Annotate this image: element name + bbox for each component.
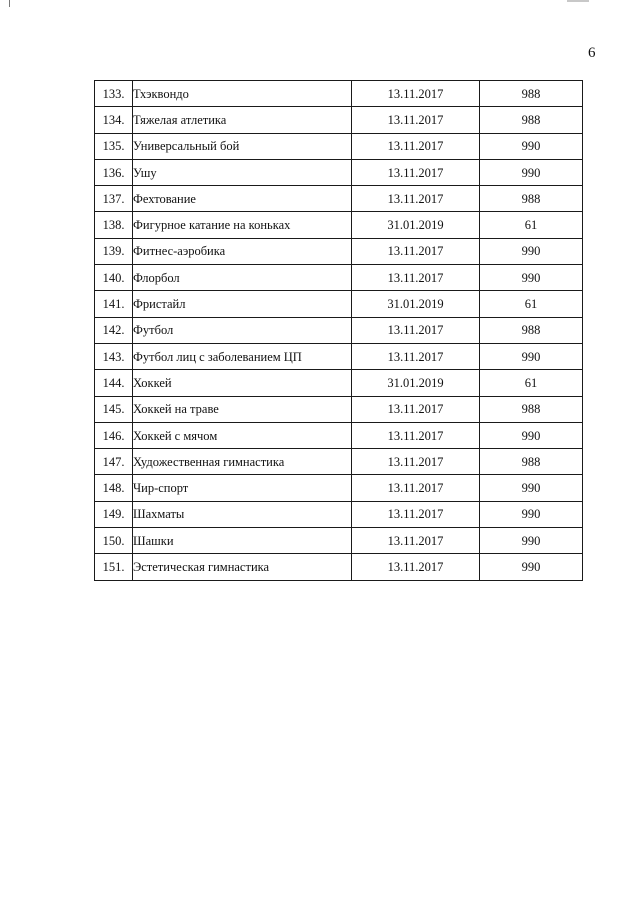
code-cell: 988 — [480, 396, 583, 422]
code-cell: 990 — [480, 528, 583, 554]
date-cell: 13.11.2017 — [352, 81, 480, 107]
sport-name-cell: Шахматы — [133, 501, 352, 527]
code-cell: 990 — [480, 343, 583, 369]
date-cell: 13.11.2017 — [352, 133, 480, 159]
row-number-cell: 147. — [95, 449, 133, 475]
date-cell: 31.01.2019 — [352, 370, 480, 396]
row-number-cell: 139. — [95, 238, 133, 264]
date-cell: 13.11.2017 — [352, 396, 480, 422]
table-row — [95, 370, 583, 396]
table-row — [95, 317, 583, 343]
row-number-cell: 141. — [95, 291, 133, 317]
table-row — [95, 107, 583, 133]
sport-name-cell: Ушу — [133, 159, 352, 185]
code-cell: 61 — [480, 291, 583, 317]
row-number-cell: 135. — [95, 133, 133, 159]
table-row — [95, 159, 583, 185]
sport-name-cell: Фристайл — [133, 291, 352, 317]
code-cell: 988 — [480, 317, 583, 343]
date-cell: 13.11.2017 — [352, 265, 480, 291]
table-row — [95, 528, 583, 554]
row-number-cell: 148. — [95, 475, 133, 501]
date-cell: 31.01.2019 — [352, 212, 480, 238]
row-number-cell: 142. — [95, 317, 133, 343]
sport-name-cell: Универсальный бой — [133, 133, 352, 159]
sport-name-cell: Художественная гимнастика — [133, 449, 352, 475]
table-row — [95, 238, 583, 264]
code-cell: 988 — [480, 81, 583, 107]
table-row — [95, 265, 583, 291]
sport-name-cell: Тхэквондо — [133, 81, 352, 107]
row-number-cell: 151. — [95, 554, 133, 580]
code-cell: 988 — [480, 186, 583, 212]
code-cell: 990 — [480, 475, 583, 501]
table-row — [95, 133, 583, 159]
code-cell: 988 — [480, 107, 583, 133]
date-cell: 13.11.2017 — [352, 554, 480, 580]
date-cell: 13.11.2017 — [352, 528, 480, 554]
date-cell: 13.11.2017 — [352, 159, 480, 185]
row-number-cell: 144. — [95, 370, 133, 396]
row-number-cell: 143. — [95, 343, 133, 369]
sports-table — [94, 80, 583, 581]
row-number-cell: 133. — [95, 81, 133, 107]
page-number: 6 — [588, 45, 596, 61]
date-cell: 13.11.2017 — [352, 449, 480, 475]
sport-name-cell: Хоккей — [133, 370, 352, 396]
table-row — [95, 81, 583, 107]
date-cell: 13.11.2017 — [352, 186, 480, 212]
code-cell: 61 — [480, 370, 583, 396]
date-cell: 31.01.2019 — [352, 291, 480, 317]
code-cell: 990 — [480, 159, 583, 185]
date-cell: 13.11.2017 — [352, 422, 480, 448]
sport-name-cell: Эстетическая гимнастика — [133, 554, 352, 580]
row-number-cell: 149. — [95, 501, 133, 527]
sport-name-cell: Хоккей с мячом — [133, 422, 352, 448]
table-row — [95, 501, 583, 527]
table-row — [95, 449, 583, 475]
row-number-cell: 140. — [95, 265, 133, 291]
scan-edge-mark-right — [567, 0, 589, 2]
sport-name-cell: Флорбол — [133, 265, 352, 291]
date-cell: 13.11.2017 — [352, 317, 480, 343]
sport-name-cell: Шашки — [133, 528, 352, 554]
sport-name-cell: Фехтование — [133, 186, 352, 212]
code-cell: 990 — [480, 265, 583, 291]
code-cell: 990 — [480, 133, 583, 159]
date-cell: 13.11.2017 — [352, 343, 480, 369]
scan-edge-mark-left — [9, 0, 10, 7]
code-cell: 988 — [480, 449, 583, 475]
row-number-cell: 136. — [95, 159, 133, 185]
table-body — [95, 81, 583, 581]
date-cell: 13.11.2017 — [352, 475, 480, 501]
table-row — [95, 343, 583, 369]
table-row — [95, 212, 583, 238]
row-number-cell: 134. — [95, 107, 133, 133]
row-number-cell: 150. — [95, 528, 133, 554]
table-row — [95, 186, 583, 212]
row-number-cell: 138. — [95, 212, 133, 238]
code-cell: 61 — [480, 212, 583, 238]
date-cell: 13.11.2017 — [352, 238, 480, 264]
code-cell: 990 — [480, 501, 583, 527]
sport-name-cell: Чир-спорт — [133, 475, 352, 501]
table-row — [95, 396, 583, 422]
code-cell: 990 — [480, 238, 583, 264]
table-row — [95, 291, 583, 317]
sport-name-cell: Фитнес-аэробика — [133, 238, 352, 264]
sport-name-cell: Хоккей на траве — [133, 396, 352, 422]
sport-name-cell: Тяжелая атлетика — [133, 107, 352, 133]
row-number-cell: 145. — [95, 396, 133, 422]
sport-name-cell: Футбол лиц с заболеванием ЦП — [133, 343, 352, 369]
row-number-cell: 137. — [95, 186, 133, 212]
table-row — [95, 422, 583, 448]
table-row — [95, 475, 583, 501]
date-cell: 13.11.2017 — [352, 107, 480, 133]
sport-name-cell: Фигурное катание на коньках — [133, 212, 352, 238]
table-row — [95, 554, 583, 580]
sport-name-cell: Футбол — [133, 317, 352, 343]
date-cell: 13.11.2017 — [352, 501, 480, 527]
code-cell: 990 — [480, 554, 583, 580]
code-cell: 990 — [480, 422, 583, 448]
row-number-cell: 146. — [95, 422, 133, 448]
